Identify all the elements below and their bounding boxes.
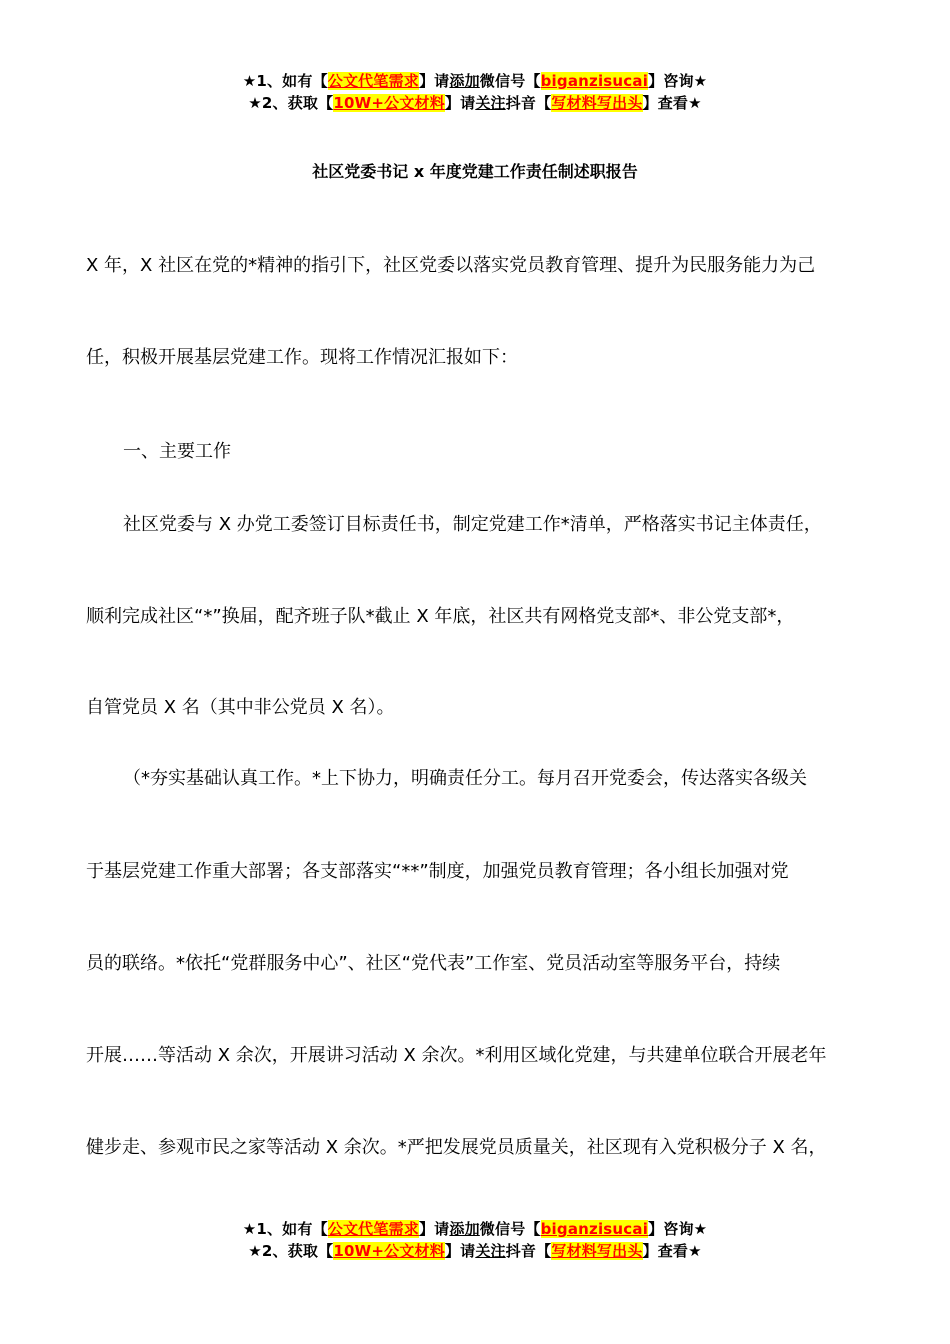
body-line: 任，积极开展基层党建工作。现将工作情况汇报如下： bbox=[86, 347, 518, 368]
banner-highlight-materials: 10W+公文材料 bbox=[333, 1242, 445, 1260]
banner-line-2: ★2、获取【10W+公文材料】请关注抖音【写材料写出头】查看★ bbox=[248, 1242, 702, 1260]
banner-highlight-service: 公文代笔需求 bbox=[327, 72, 419, 90]
banner-line-1: ★1、如有【公文代笔需求】请添加微信号【biganzisucai】咨询★ bbox=[242, 1220, 708, 1238]
footer-banner bbox=[0, 1218, 950, 1262]
body-line: 顺利完成社区“*”换届，配齐班子队*截止 X 年底，社区共有网格党支部*、非公党支部*， bbox=[86, 606, 795, 627]
body-line: 社区党委与 X 办党工委签订目标责任书，制定党建工作*清单，严格落实书记主体责任， bbox=[123, 514, 822, 535]
header-banner bbox=[0, 70, 950, 114]
banner-highlight-service: 公文代笔需求 bbox=[327, 1220, 419, 1238]
body-line: 员的联络。*依托“党群服务中心”、社区“党代表”工作室、党员活动室等服务平台，持续 bbox=[86, 953, 781, 974]
banner-highlight-wechat-id: biganzisucai bbox=[540, 72, 649, 90]
section-heading: 一、主要工作 bbox=[123, 441, 231, 462]
banner-highlight-materials: 10W+公文材料 bbox=[333, 94, 445, 112]
banner-line-1: ★1、如有【公文代笔需求】请添加微信号【biganzisucai】咨询★ bbox=[242, 72, 708, 90]
body-line: 健步走、参观市民之家等活动 X 余次。*严把发展党员质量关，社区现有入党积极分子 X 名， bbox=[86, 1137, 827, 1158]
document-title: 社区党委书记 x 年度党建工作责任制述职报告 bbox=[312, 162, 638, 181]
body-line: （*夯实基础认真工作。*上下协力，明确责任分工。每月召开党委会，传达落实各级关 bbox=[123, 768, 807, 789]
body-line: X 年，X 社区在党的*精神的指引下，社区党委以落实党员教育管理、提升为民服务能力为己 bbox=[86, 255, 816, 276]
body-line: 于基层党建工作重大部署；各支部落实“**”制度，加强党员教育管理；各小组长加强对党 bbox=[86, 861, 789, 882]
banner-highlight-wechat-id: biganzisucai bbox=[540, 1220, 649, 1238]
body-line: 自管党员 X 名（其中非公党员 X 名）。 bbox=[86, 697, 395, 718]
body-line: 开展……等活动 X 余次，开展讲习活动 X 余次。*利用区域化党建，与共建单位联合开展老年 bbox=[86, 1045, 827, 1066]
banner-highlight-douyin: 写材料写出头 bbox=[551, 1242, 643, 1260]
banner-line-2: ★2、获取【10W+公文材料】请关注抖音【写材料写出头】查看★ bbox=[248, 94, 702, 112]
banner-highlight-douyin: 写材料写出头 bbox=[551, 94, 643, 112]
